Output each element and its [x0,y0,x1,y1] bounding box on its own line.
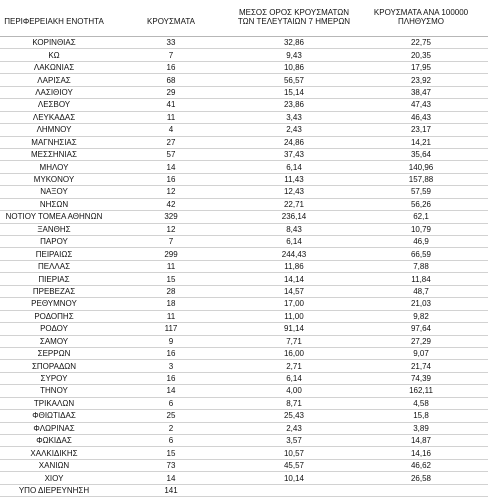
avg-cell: 17,00 [234,298,354,310]
avg-cell: 2,43 [234,124,354,136]
avg-cell: 10,14 [234,472,354,484]
cases-cell: 73 [108,459,234,471]
per100k-cell: 14,21 [354,136,488,148]
cases-cell: 141 [108,484,234,496]
table-row [0,86,488,98]
avg-cell: 16,00 [234,347,354,359]
avg-cell: 56,57 [234,74,354,86]
region-cell: ΝΗΣΩΝ [0,198,108,210]
table-row [0,49,488,61]
avg-cell: 91,14 [234,323,354,335]
per100k-cell: 46,62 [354,459,488,471]
per100k-cell: 22,75 [354,37,488,49]
cases-cell: 11 [108,111,234,123]
region-cell: ΦΩΚΙΔΑΣ [0,435,108,447]
region-cell: ΛΑΡΙΣΑΣ [0,74,108,86]
cases-cell: 27 [108,136,234,148]
cases-cell: 2 [108,422,234,434]
cases-cell: 3 [108,360,234,372]
per100k-cell: 14,87 [354,435,488,447]
per100k-cell: 140,96 [354,161,488,173]
table-row [0,99,488,111]
region-cell: ΣΠΟΡΑΔΩΝ [0,360,108,372]
per100k-cell: 35,64 [354,148,488,160]
region-cell: ΠΑΡΟΥ [0,236,108,248]
table-row [0,459,488,471]
avg-cell: 7,71 [234,335,354,347]
table-row [0,285,488,297]
table-body [0,37,488,497]
region-cell: ΦΛΩΡΙΝΑΣ [0,422,108,434]
per100k-cell: 74,39 [354,372,488,384]
region-cell: ΚΟΡΙΝΘΙΑΣ [0,37,108,49]
cases-cell: 28 [108,285,234,297]
region-cell: ΜΕΣΣΗΝΙΑΣ [0,148,108,160]
avg-cell: 3,43 [234,111,354,123]
table-row [0,422,488,434]
cases-cell: 7 [108,49,234,61]
region-cell: ΧΑΝΙΩΝ [0,459,108,471]
per100k-cell: 9,07 [354,347,488,359]
table-row [0,310,488,322]
region-cell: ΛΗΜΝΟΥ [0,124,108,136]
avg-cell: 12,43 [234,186,354,198]
table-row [0,198,488,210]
per100k-cell: 162,11 [354,385,488,397]
cases-cell: 15 [108,273,234,285]
per100k-cell: 4,58 [354,397,488,409]
region-cell: ΤΗΝΟΥ [0,385,108,397]
cases-cell: 9 [108,335,234,347]
cases-cell: 299 [108,248,234,260]
avg-cell: 6,14 [234,236,354,248]
per100k-cell: 47,43 [354,99,488,111]
avg-cell: 236,14 [234,211,354,223]
table-row [0,410,488,422]
per100k-cell: 21,74 [354,360,488,372]
region-cell: ΡΟΔΟΥ [0,323,108,335]
region-cell: ΠΡΕΒΕΖΑΣ [0,285,108,297]
avg-cell: 45,57 [234,459,354,471]
cases-cell: 42 [108,198,234,210]
region-cell: ΧΑΛΚΙΔΙΚΗΣ [0,447,108,459]
per100k-cell: 10,79 [354,223,488,235]
cases-cell: 6 [108,397,234,409]
table-row [0,61,488,73]
table-row [0,435,488,447]
region-cell: ΡΟΔΟΠΗΣ [0,310,108,322]
avg-cell: 24,86 [234,136,354,148]
header-7day-average: ΜΕΣΟΣ ΟΡΟΣ ΚΡΟΥΣΜΑΤΩΝ ΤΩΝ ΤΕΛΕΥΤΑΙΩΝ 7 ΗΜΕΡΩΝ [237,8,351,26]
cases-cell: 12 [108,186,234,198]
region-cell: ΧΙΟΥ [0,472,108,484]
per100k-cell: 3,89 [354,422,488,434]
per100k-cell: 38,47 [354,86,488,98]
avg-cell: 3,57 [234,435,354,447]
per100k-cell: 66,59 [354,248,488,260]
region-cell: ΤΡΙΚΑΛΩΝ [0,397,108,409]
avg-cell: 8,43 [234,223,354,235]
cases-cell: 12 [108,223,234,235]
table-row [0,223,488,235]
per100k-cell: 57,59 [354,186,488,198]
region-cell: ΠΙΕΡΙΑΣ [0,273,108,285]
table-row [0,173,488,185]
table-row [0,397,488,409]
region-cell: ΛΑΣΙΘΙΟΥ [0,86,108,98]
region-cell: ΣΑΜΟΥ [0,335,108,347]
cases-cell: 57 [108,148,234,160]
avg-cell: 32,86 [234,37,354,49]
avg-cell: 2,43 [234,422,354,434]
header-per-100k: ΚΡΟΥΣΜΑΤΑ ΑΝΑ 100000 ΠΛΗΘΥΣΜΟ [373,8,469,26]
avg-cell: 6,14 [234,372,354,384]
cases-cell: 15 [108,447,234,459]
per100k-cell: 15,8 [354,410,488,422]
cases-cell: 14 [108,161,234,173]
avg-cell: 9,43 [234,49,354,61]
cases-cell: 6 [108,435,234,447]
table-row [0,298,488,310]
table-row [0,124,488,136]
region-cell: ΞΑΝΘΗΣ [0,223,108,235]
region-cell: ΜΗΛΟΥ [0,161,108,173]
avg-cell: 10,57 [234,447,354,459]
table-row [0,161,488,173]
cases-cell: 18 [108,298,234,310]
table-row [0,273,488,285]
cases-cell: 4 [108,124,234,136]
per100k-cell: 157,88 [354,173,488,185]
cases-cell: 11 [108,260,234,272]
cases-cell: 33 [108,37,234,49]
avg-cell: 11,00 [234,310,354,322]
avg-cell: 14,14 [234,273,354,285]
table-row [0,248,488,260]
cases-cell: 329 [108,211,234,223]
avg-cell: 244,43 [234,248,354,260]
cases-table [0,37,488,497]
per100k-cell: 17,95 [354,61,488,73]
table-row [0,186,488,198]
cases-cell: 68 [108,74,234,86]
table-row [0,347,488,359]
per100k-cell: 11,84 [354,273,488,285]
region-cell: ΜΥΚΟΝΟΥ [0,173,108,185]
avg-cell: 23,86 [234,99,354,111]
cases-cell: 41 [108,99,234,111]
per100k-cell: 27,29 [354,335,488,347]
table-row [0,136,488,148]
region-cell: ΛΕΥΚΑΔΑΣ [0,111,108,123]
table-row [0,37,488,49]
table-row [0,385,488,397]
per100k-cell: 56,26 [354,198,488,210]
avg-cell: 25,43 [234,410,354,422]
table-row [0,148,488,160]
region-cell: ΝΟΤΙΟΥ ΤΟΜΕΑ ΑΘΗΝΩΝ [0,211,108,223]
per100k-cell: 97,64 [354,323,488,335]
table-row [0,211,488,223]
cases-cell: 7 [108,236,234,248]
region-cell: ΝΑΞΟΥ [0,186,108,198]
region-cell: ΣΕΡΡΩΝ [0,347,108,359]
avg-cell [234,484,354,496]
per100k-cell: 7,88 [354,260,488,272]
cases-cell: 16 [108,173,234,185]
cases-cell: 16 [108,61,234,73]
table-row [0,335,488,347]
avg-cell: 6,14 [234,161,354,173]
cases-cell: 16 [108,372,234,384]
region-cell: ΡΕΘΥΜΝΟΥ [0,298,108,310]
table-row [0,372,488,384]
per100k-cell: 46,43 [354,111,488,123]
region-cell: ΛΑΚΩΝΙΑΣ [0,61,108,73]
region-cell: ΣΥΡΟΥ [0,372,108,384]
per100k-cell: 21,03 [354,298,488,310]
avg-cell: 11,43 [234,173,354,185]
header-region: ΠΕΡΙΦΕΡΕΙΑΚΗ ΕΝΟΤΗΤΑ [4,16,104,26]
avg-cell: 37,43 [234,148,354,160]
region-cell: ΠΕΙΡΑΙΩΣ [0,248,108,260]
per100k-cell: 48,7 [354,285,488,297]
region-cell: ΥΠΟ ΔΙΕΡΕΥΝΗΣΗ [0,484,108,496]
per100k-cell: 62,1 [354,211,488,223]
region-cell: ΛΕΣΒΟΥ [0,99,108,111]
table-row [0,447,488,459]
avg-cell: 8,71 [234,397,354,409]
per100k-cell: 14,16 [354,447,488,459]
avg-cell: 4,00 [234,385,354,397]
region-cell: ΠΕΛΛΑΣ [0,260,108,272]
cases-cell: 29 [108,86,234,98]
region-cell: ΦΘΙΩΤΙΔΑΣ [0,410,108,422]
cases-cell: 11 [108,310,234,322]
table-row [0,236,488,248]
table-row [0,360,488,372]
cases-cell: 14 [108,385,234,397]
per100k-cell [354,484,488,496]
cases-cell: 25 [108,410,234,422]
cases-cell: 16 [108,347,234,359]
table-row [0,472,488,484]
avg-cell: 14,57 [234,285,354,297]
table-row [0,323,488,335]
region-cell: ΜΑΓΝΗΣΙΑΣ [0,136,108,148]
table-row [0,74,488,86]
table-row [0,111,488,123]
table-row [0,484,488,496]
cases-cell: 14 [108,472,234,484]
header-cases: ΚΡΟΥΣΜΑΤΑ [147,16,195,26]
avg-cell: 22,71 [234,198,354,210]
per100k-cell: 23,17 [354,124,488,136]
avg-cell: 15,14 [234,86,354,98]
region-cell: ΚΩ [0,49,108,61]
per100k-cell: 9,82 [354,310,488,322]
per100k-cell: 26,58 [354,472,488,484]
avg-cell: 2,71 [234,360,354,372]
per100k-cell: 23,92 [354,74,488,86]
per100k-cell: 20,35 [354,49,488,61]
table-row [0,260,488,272]
cases-cell: 117 [108,323,234,335]
avg-cell: 10,86 [234,61,354,73]
avg-cell: 11,86 [234,260,354,272]
per100k-cell: 46,9 [354,236,488,248]
